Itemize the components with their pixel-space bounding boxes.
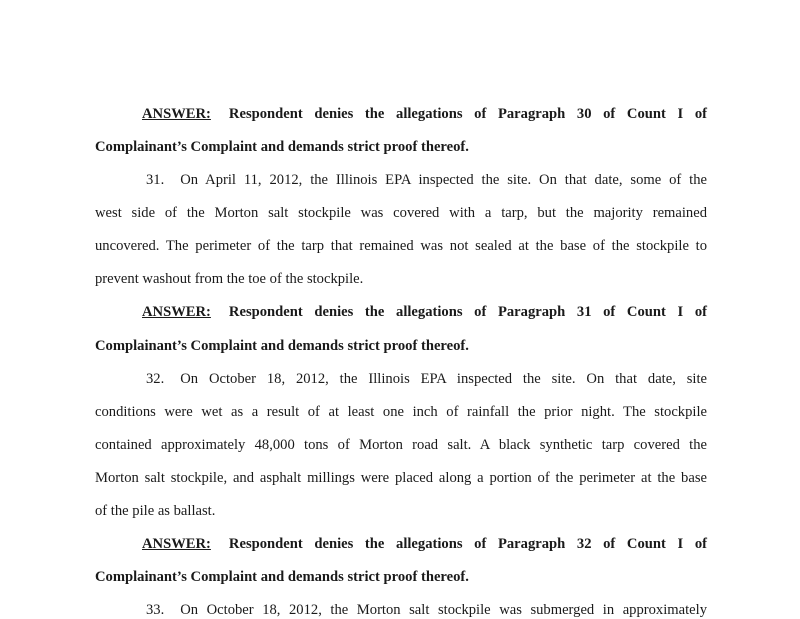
paragraph-32-line-2: conditions were wet as a result of at least one inch of rainfall the prior night. The stockpile xyxy=(95,404,707,420)
answer-31-text: Respondent denies the allegations of Paragraph 31 of Count I of xyxy=(228,304,707,320)
paragraph-32-line-5: of the pile as ballast. xyxy=(95,503,216,519)
paragraph-32-line-4: Morton salt stockpile, and asphalt millings were placed along a portion of the perimeter at the base xyxy=(95,470,707,486)
answer-32-line-2: Complainant’s Complaint and demands strict proof thereof. xyxy=(95,569,469,585)
paragraph-33-line-1: 33. On October 18, 2012, the Morton salt stockpile was submerged in approximately xyxy=(146,602,707,618)
paragraph-31-line-1: 31. On April 11, 2012, the Illinois EPA inspected the site. On that date, some of the xyxy=(146,172,707,188)
paragraph-31-line-3: uncovered. The perimeter of the tarp that remained was not sealed at the base of the stockpile to xyxy=(95,238,707,254)
paragraph-31-line-4: prevent washout from the toe of the stockpile. xyxy=(95,271,364,287)
answer-32-line-1 xyxy=(142,535,707,553)
answer-label: ANSWER: xyxy=(142,536,211,552)
answer-30-text: Respondent denies the allegations of Paragraph 30 of Count I of xyxy=(228,106,707,122)
answer-30-line-2: Complainant’s Complaint and demands strict proof thereof. xyxy=(95,139,469,155)
paragraph-number: 31. xyxy=(146,172,165,188)
answer-30-line-1 xyxy=(142,105,707,123)
answer-32-text: Respondent denies the allegations of Paragraph 32 of Count I of xyxy=(228,536,707,552)
paragraph-32-line-1: 32. On October 18, 2012, the Illinois EPA inspected the site. On that date, site xyxy=(146,371,707,387)
answer-label: ANSWER: xyxy=(142,304,211,320)
answer-31-line-1 xyxy=(142,303,707,321)
paragraph-31-line-2: west side of the Morton salt stockpile was covered with a tarp, but the majority remained xyxy=(95,205,707,221)
paragraph-number: 33. xyxy=(146,602,165,618)
paragraph-32-line-3: contained approximately 48,000 tons of Morton road salt. A black synthetic tarp covered the xyxy=(95,437,707,453)
answer-label: ANSWER: xyxy=(142,106,211,122)
paragraph-number: 32. xyxy=(146,371,165,387)
answer-31-line-2: Complainant’s Complaint and demands strict proof thereof. xyxy=(95,338,469,354)
